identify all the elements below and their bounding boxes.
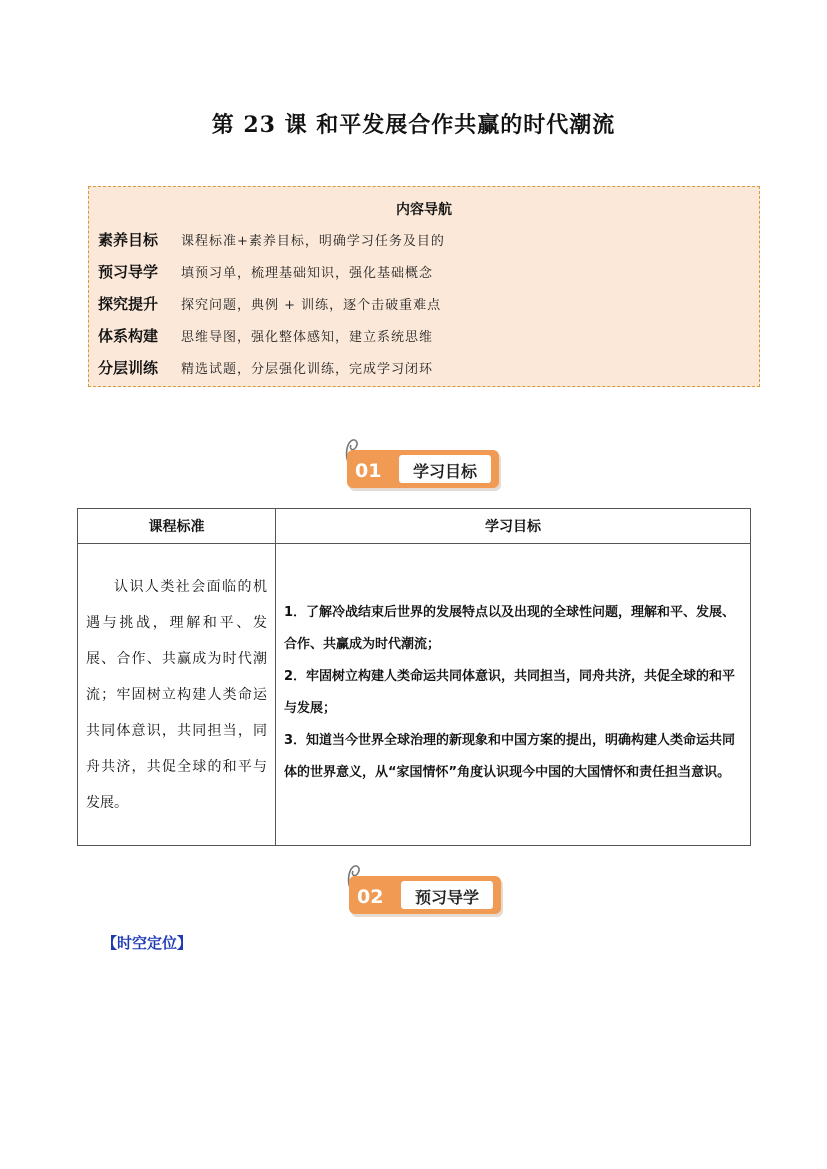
page-title: 第 23 课 和平发展合作共赢的时代潮流	[211, 112, 616, 138]
badge-label: 预习导学	[414, 888, 479, 907]
table-header-objectives: 学习目标	[276, 509, 751, 544]
content-navigation-box	[88, 186, 760, 387]
table-header-row	[78, 509, 751, 544]
nav-row-desc: 精选试题，分层强化训练，完成学习闭环	[181, 361, 434, 377]
subheading-time-space: 【时空定位】	[102, 934, 193, 952]
standard-text: 认识人类社会面临的机遇与挑战，理解和平、发展、合作、共赢成为时代潮流；牢固树立构建人类命运共同体意识，共同担当，同舟共济，共促全球的和平与发展。	[86, 578, 267, 811]
section-badge-01	[347, 438, 507, 494]
nav-row	[98, 355, 433, 379]
table-header-standard: 课程标准	[78, 509, 276, 544]
badge-number: 02	[357, 886, 384, 908]
nav-row-desc: 填预习单，梳理基础知识，强化基础概念	[181, 265, 434, 281]
standard-cell	[78, 544, 276, 846]
objective-item: 1．了解冷战结束后世界的发展特点以及出现的全球性问题，理解和平、发展、合作、共赢成为时代潮流；	[284, 604, 736, 652]
objective-item: 3．知道当今世界全球治理的新现象和中国方案的提出，明确构建人类命运共同体的世界意义，从“家国情怀”角度认识现今中国的大国情怀和责任担当意识。	[284, 732, 736, 780]
badge-label: 学习目标	[412, 462, 477, 481]
goal-table	[77, 508, 751, 846]
nav-row-label: 分层训练	[98, 358, 159, 377]
nav-row-label: 素养目标	[98, 230, 159, 249]
nav-row	[98, 259, 433, 283]
table-row	[78, 544, 751, 846]
nav-row-desc: 思维导图，强化整体感知，建立系统思维	[181, 329, 434, 345]
nav-row	[98, 323, 433, 347]
nav-row-label: 探究提升	[98, 294, 159, 313]
nav-row-desc: 课程标准+素养目标，明确学习任务及目的	[181, 233, 445, 249]
nav-row	[98, 291, 441, 315]
nav-row-desc: 探究问题，典例 + 训练，逐个击破重难点	[181, 297, 442, 313]
objective-item: 2．牢固树立构建人类命运共同体意识，共同担当，同舟共济，共促全球的和平与发展；	[284, 668, 736, 716]
objectives-cell	[276, 544, 751, 846]
nav-row-label: 体系构建	[98, 326, 159, 345]
badge-number: 01	[355, 460, 382, 482]
nav-row-label: 预习导学	[98, 262, 159, 281]
section-badge-02	[349, 864, 509, 920]
nav-row	[98, 227, 445, 251]
nav-heading: 内容导航	[396, 202, 452, 218]
